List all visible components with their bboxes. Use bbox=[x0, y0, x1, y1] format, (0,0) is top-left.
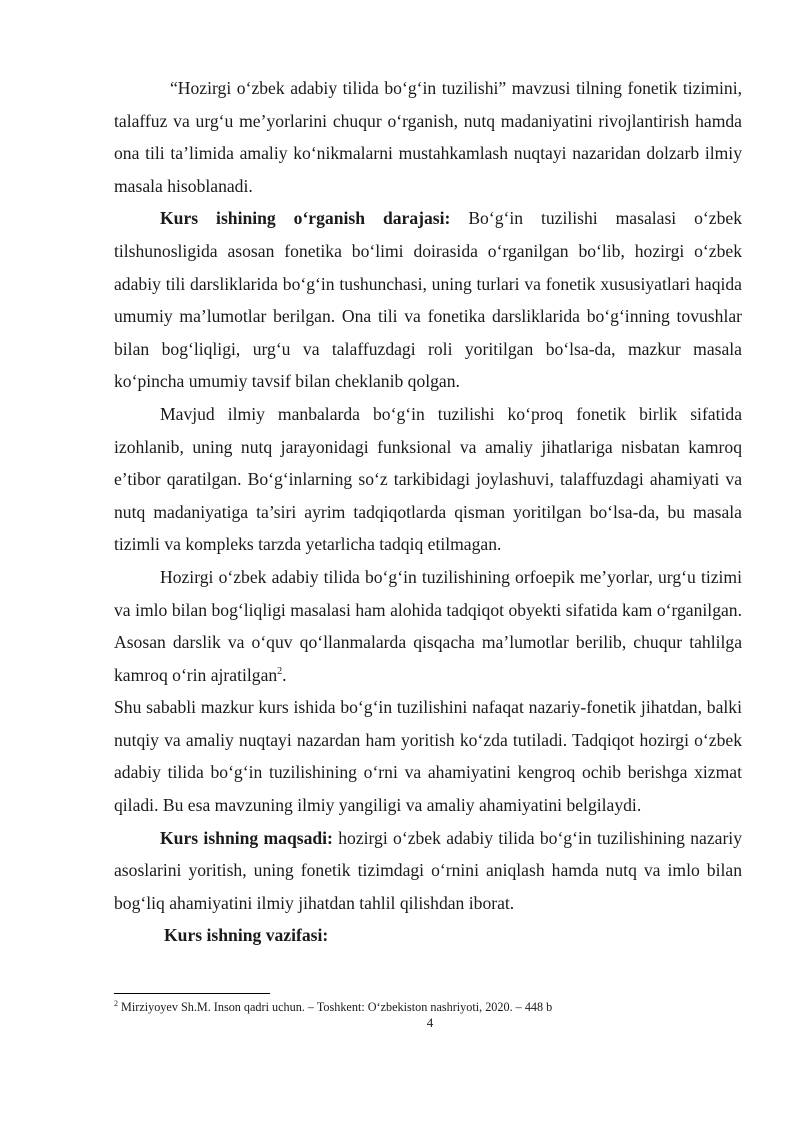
heading-goal: Kurs ishning maqsadi: bbox=[160, 827, 333, 848]
paragraph-intro: “Hozirgi o‘zbek adabiy tilida bo‘g‘in tuzilishi” mavzusi tilning fonetik tizimini, talaffuz va urg‘u me’yorlarini chuqur o‘rganish, nutq madaniyatini rivojlantirish hamda ona tili ta’limida amaliy ko‘nikmalarni mustahkamlash nuqtayi nazaridan dolzarb ilmiy masala hisoblanadi. bbox=[114, 78, 742, 196]
paragraph-orthoepic bbox=[114, 561, 742, 691]
paragraph-purpose-reason: Shu sababli mazkur kurs ishida bo‘g‘in tuzilishini nafaqat nazariy-fonetik jihatdan, balki nutqiy va amaliy nuqtayi nazardan ham yoritish ko‘zda tutiladi. Tadqiqot hozirgi o‘zbek adabiy tilida bo‘g‘in tuzilishining o‘rni va ahamiyatini kengroq ochib berishga xizmat qiladi. Bu esa mavzuning ilmiy yangiligi va amaliy ahamiyatini belgilaydi. bbox=[114, 697, 742, 816]
footnote-separator bbox=[114, 993, 270, 994]
footnote-text: Mirziyoyev Sh.M. Inson qadri uchun. – Toshkent: O‘zbekiston nashriyoti, 2020. – 448 b bbox=[118, 1000, 553, 1014]
body-text bbox=[114, 72, 742, 952]
paragraph-study-level bbox=[114, 202, 742, 398]
footnote-reference[interactable]: 2 bbox=[277, 665, 283, 677]
heading-study-level: Kurs ishining o‘rganish darajasi: bbox=[160, 208, 451, 229]
footnote-number: 2 bbox=[114, 998, 118, 1008]
footnote bbox=[114, 999, 754, 1015]
paragraph-goal bbox=[114, 822, 742, 920]
orthoepic-text: Hozirgi o‘zbek adabiy tilida bo‘g‘in tuzilishining orfoepik me’yorlar, urg‘u tizimi va imlo bilan bog‘liqligi masalasi ham alohida tadqiqot obyekti sifatida kam o‘rganilgan. Asosan darslik va o‘quv qo‘llanmalarda qisqacha ma’lumotlar berilib, chuqur tahlilga kamroq o‘rin ajratilgan bbox=[114, 566, 742, 685]
study-level-text: Bo‘g‘in tuzilishi masalasi o‘zbek tilshunosligida asosan fonetika bo‘limi doirasida o‘rganilgan bo‘lib, hozirgi o‘zbek adabiy tili darsliklarida bo‘g‘in tushunchasi, uning turlari va fonetik xususiyatlari haqida umumiy ma’lumotlar berilgan. Ona tili va fonetika darsliklarida bo‘g‘inning tovushlar bilan bog‘liqligi, urg‘u va talaffuzdagi roli yoritilgan bo‘lsa-da, mazkur masala ko‘pincha umumiy tavsif bilan cheklanib qolgan. bbox=[114, 208, 742, 392]
paragraph-sources: Mavjud ilmiy manbalarda bo‘g‘in tuzilishi ko‘proq fonetik birlik sifatida izohlanib, uning nutq jarayonidagi funksional va amaliy jihatlariga nisbatan kamroq e’tibor qaratilgan. Bo‘g‘inlarning so‘z tarkibidagi joylashuvi, talaffuzdagi ahamiyati va nutq madaniyatiga ta’siri ayrim tadqiqotlarda qisman yoritilgan bo‘lsa-da, bu masala tizimli va kompleks tarzda yetarlicha tadqiq etilmagan. bbox=[114, 403, 742, 555]
orthoepic-end: . bbox=[282, 664, 287, 685]
heading-tasks: Kurs ishning vazifasi: bbox=[164, 925, 329, 946]
goal-text: hozirgi o‘zbek adabiy tilida bo‘g‘in tuzilishining nazariy asoslarini yoritish, uning fonetik tizimdagi o‘rnini aniqlash hamda nutq va imlo bilan bog‘liq ahamiyatini ilmiy jihatdan tahlil qilishdan iborat. bbox=[114, 827, 742, 913]
page-number: 4 bbox=[426, 1015, 434, 1030]
